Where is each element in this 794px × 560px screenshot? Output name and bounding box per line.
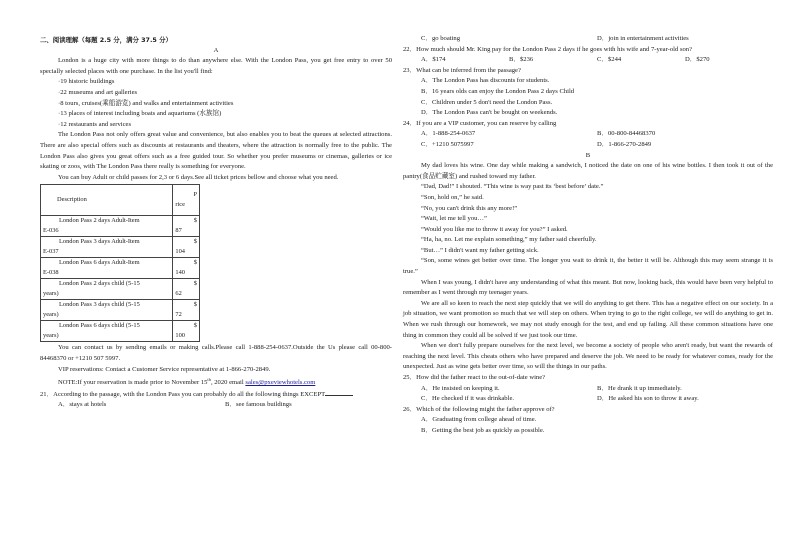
q21-stem-text: 21．According to the passage, with the London Pass you can probably do all the following things EXCEPT — [40, 390, 326, 398]
passage-b-para2: When I was young, I didn't have any understanding of what this meant. But now, looking back, this would have been very helpful to remember as I went through my teenager years. — [403, 278, 773, 297]
list-item: ·8 tours, cruises(乘船游览) and walks and entertainment activities — [58, 99, 234, 107]
header-price-bottom: rice — [175, 201, 185, 209]
row-price-symbol: $ — [193, 322, 197, 330]
row-price — [173, 237, 200, 258]
note-prefix: NOTE:If your reservation is made prior to November 15 — [58, 379, 208, 387]
table-row — [41, 258, 200, 279]
q24-option-a: A．1-888-254-0637 — [421, 130, 476, 138]
table-row — [41, 279, 200, 300]
row-price-value: 140 — [175, 269, 185, 277]
q22-option-a: A．$174 — [421, 56, 446, 64]
row-desc-line1: London Pass 3 days Adult-Item — [59, 238, 140, 246]
row-price-symbol: $ — [193, 301, 197, 309]
table-row — [41, 321, 200, 342]
q24-options-cd — [403, 140, 773, 151]
q21-options-cd — [403, 34, 773, 45]
row-description — [41, 300, 173, 321]
dialog-line: “Dad, Dad!” I shouted. “This wine is way past its ‘best before’ date.” — [421, 183, 604, 191]
question-25-stem: 25．How did the father react to the out-of-date wine? — [403, 374, 546, 381]
dialog-line: “Wait, let me tell you…” — [421, 215, 487, 223]
row-desc-line2: E-038 — [43, 269, 59, 277]
list-item: ·13 places of interest including boats and aquariums (水族馆) — [58, 110, 222, 118]
vip-info: VIP reservations: Contact a Customer Service representative at 1-866-270-2849. — [58, 365, 271, 373]
list-item: ·19 historic buildings — [58, 78, 115, 86]
q25-options-ab — [403, 384, 773, 395]
row-description — [41, 237, 173, 258]
row-desc-line1: London Pass 2 days Adult-Item — [59, 217, 140, 225]
question-23-stem: 23．What can be inferred from the passage? — [403, 66, 521, 74]
row-desc-line1: London Pass 6 days child (5-15 — [59, 322, 140, 330]
row-desc-line2: years) — [43, 332, 59, 340]
row-desc-line2: E-037 — [43, 248, 59, 256]
question-26-stem: 26．Which of the following might the father approve of? — [403, 405, 555, 413]
note-line — [40, 375, 392, 389]
q22-option-d: D．$270 — [685, 56, 710, 64]
row-desc-line2: years) — [43, 290, 59, 298]
row-desc-line1: London Pass 6 days Adult-Item — [59, 259, 140, 267]
passage-a-para3: You can buy Adult or child passes for 2,3 or 6 days.See all ticket prices bellow and choose what you need. — [58, 173, 339, 181]
q21-option-c: C．go boating — [421, 35, 461, 42]
attraction-list — [40, 77, 392, 130]
row-price — [173, 216, 200, 237]
row-description — [41, 258, 173, 279]
row-desc-line1: London Pass 3 days child (5-15 — [59, 301, 140, 309]
section-heading: 二、阅读理解（每题 2.5 分，满分 37.5 分） — [40, 36, 172, 44]
q26-option-b: B．Getting the best job as quickly as possible. — [421, 426, 545, 434]
passage-b-para1: My dad loves his wine. One day while making a sandwich, I noticed the date on one of his wine bottles. I then took it out of the pantry(食品贮藏室) and rushed toward my father. — [403, 162, 773, 180]
passage-a-intro: London is a huge city with more things to do than anywhere else. With the London Pass, you get free entry to over 50 specially selected places with one purchase. In the list you'll find: — [40, 57, 392, 75]
q22-option-b: B．$236 — [509, 56, 534, 64]
q24-option-c: C．+1210 5075997 — [421, 140, 474, 148]
row-price-value: 100 — [175, 332, 185, 340]
table-row — [41, 237, 200, 258]
row-price-value: 72 — [175, 311, 182, 319]
q25-option-c: C．He checked if it was drinkable. — [421, 395, 515, 403]
passage-a-label: A — [213, 46, 219, 54]
q24-options-ab — [403, 129, 773, 140]
header-price — [173, 185, 200, 216]
right-column — [403, 0, 773, 560]
row-price-symbol: $ — [193, 217, 197, 225]
note-sup: th — [207, 377, 211, 383]
dialog-line: “Would you like me to throw it away for you?” I asked. — [421, 225, 568, 233]
q21-option-b: B．see famous buildings — [225, 401, 292, 409]
q26-option-a: A．Graduating from college ahead of time. — [421, 416, 537, 424]
dialog-line: “Ha, ha, no. Let me explain something,” my father said cheerfully. — [421, 236, 597, 244]
note-mid: , 2020 email — [210, 379, 246, 387]
row-description — [41, 321, 173, 342]
row-price-value: 62 — [175, 290, 182, 298]
passage-b-label: B — [585, 151, 591, 159]
dialog-line: “No, you can't drink this any more!” — [421, 204, 518, 212]
q24-option-d: D．1-866-270-2849 — [597, 140, 652, 148]
left-column — [40, 0, 392, 560]
row-price — [173, 258, 200, 279]
q24-option-b: B．00-800-84468370 — [597, 130, 656, 138]
header-price-top: P — [193, 191, 197, 199]
q25-options-cd — [403, 394, 773, 405]
row-price-value: 104 — [175, 248, 185, 256]
row-price-value: 87 — [175, 227, 182, 235]
question-24-stem: 24．If you are a VIP customer, you can reserve by calling — [403, 119, 557, 127]
header-description: Description — [41, 185, 173, 216]
table-row — [41, 216, 200, 237]
list-item: ·22 museums and art galleries — [58, 88, 138, 96]
row-description — [41, 279, 173, 300]
q25-option-b: B．He drank it up immediately. — [597, 384, 682, 392]
row-price — [173, 321, 200, 342]
sales-email-link[interactable]: sales@pxeviewhotels.com — [245, 379, 316, 387]
contact-info: You can contact us by sending emails or making calls.Please call 1-888-254-0637.Outside the Us please call 00-800-84468370 or +1210 507 5997. — [40, 344, 392, 362]
row-price — [173, 279, 200, 300]
dialog-line: “Son, hold on,” he said. — [421, 193, 484, 201]
table-header-row — [41, 185, 200, 216]
row-price-symbol: $ — [193, 259, 197, 267]
row-desc-line2: years) — [43, 311, 59, 319]
q21-option-a: A．stays at hotels — [58, 401, 107, 409]
answer-blank — [325, 389, 353, 396]
q25-option-a: A．He insisted on keeping it. — [421, 384, 500, 392]
table-row — [41, 300, 200, 321]
row-price — [173, 300, 200, 321]
passage-b-para4: When we don't fully prepare ourselves for the next level, we become a society of people who aren't ready, but want the rewards of reaching the next level. This cheats others who have prepared and deserve the job. We need to be ready for whatever comes, ready for the unexpected. Just as wine gets better over time, so will the things in our paths. — [403, 342, 773, 371]
row-desc-line1: London Pass 2 days child (5-15 — [59, 280, 140, 288]
passage-b-para3: We are all so keen to reach the next step quickly that we will do anything to get there. This has a negative effect on our society. In a job situation, we want promotion so much that we will step on others. When trying to go to the right college, we will do anything to get in. When we rush through our homework, we may not study enough for the test, and end up failing. All these common situations have one thing in common they could all be solved if we just took our time. — [403, 299, 773, 339]
passage-a-para2: The London Pass not only offers great value and convenience, but also enables you to beat the queues at selected attractions. There are also special offers such as discounts at restaurants and theaters, where the attraction is normally free to the public. The London Pass also gives you great offers such as a free guided tour. So whether you prefer museums or cinemas, galleries or ice skating or zoos, with The London Pass there really is something for everyone. — [40, 131, 392, 171]
question-22-stem: 22．How much should Mr. King pay for the London Pass 2 days if he goes with his wife and 7-year-old son? — [403, 45, 693, 53]
q23-option-b: B．16 years olds can enjoy the London Pass 2 days Child — [421, 87, 575, 95]
q22-option-c: C．$244 — [597, 56, 622, 64]
q21-option-d: D．join in entertainment activities — [597, 35, 689, 42]
dialog-line: “But…” I didn't want my father getting sick. — [421, 246, 539, 254]
q22-options — [403, 55, 773, 66]
q23-option-c: C．Children under 5 don't need the London Pass. — [421, 98, 553, 106]
q23-option-a: A．The London Pass has discounts for students. — [421, 77, 550, 85]
q25-option-d: D．He asked his son to throw it away. — [597, 395, 699, 403]
dialog-line: “Son, some wines get better over time. The longer you wait to drink it, the better it will be. Although this may seem strange it is true.” — [403, 257, 773, 276]
row-price-symbol: $ — [193, 238, 197, 246]
question-21-stem — [40, 389, 392, 401]
q23-option-d: D．The London Pass can't be bought on weekends. — [421, 109, 558, 117]
row-desc-line2: E-036 — [43, 227, 59, 235]
price-table — [40, 184, 200, 342]
row-price-symbol: $ — [193, 280, 197, 288]
list-item: ·12 restaurants and services — [58, 120, 132, 128]
q21-options-ab — [40, 400, 392, 411]
row-description — [41, 216, 173, 237]
